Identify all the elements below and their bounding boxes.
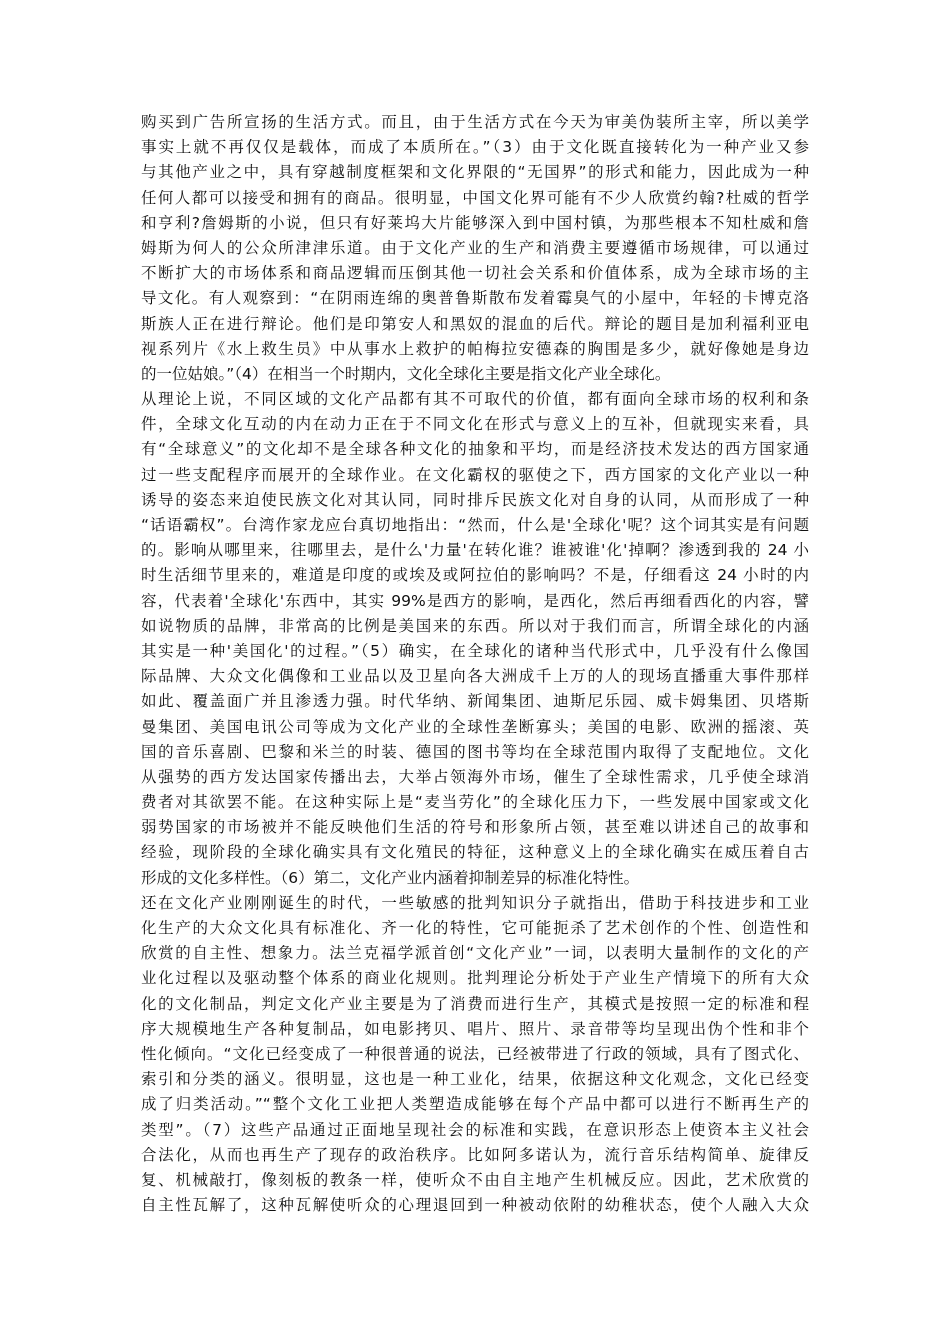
text-line: 与其他产业之中，具有穿越制度框架和文化界限的“无国界”的形式和能力，因此成为一种 [141,163,809,182]
text-line: 件，全球文化互动的内在动力正在于不同文化在形式与意义上的互补，但就现实来看，具 [141,415,809,434]
text-line: 如说物质的品牌，非常高的比例是美国来的东西。所以对于我们而言，所谓全球化的内涵 [141,616,809,635]
text-line: 费者对其欲罢不能。在这种实际上是“麦当劳化”的全球化压力下，一些发展中国家或文化 [141,793,809,812]
text-line: 和亨利?詹姆斯的小说，但只有好莱坞大片能够深入到中国村镇，为那些根本不知杜威和詹 [141,213,809,232]
text-line: 诱导的姿态来迫使民族文化对其认同，同时排斥民族文化对自身的认同，从而形成了一种 [141,490,809,509]
text-line: 过一些支配程序而展开的全球作业。在文化霸权的驱使之下，西方国家的文化产业以一种 [141,465,809,484]
text-line: 合法化，从而也再生产了现存的政治秩序。比如阿多诺认为，流行音乐结构简单、旋律反 [141,1145,809,1164]
text-line: 国的音乐喜剧、巴黎和米兰的时装、德国的图书等均在全球范围内取得了支配地位。文化 [141,742,809,761]
text-line: “话语霸权”。台湾作家龙应台真切地指出：“然而，什么是'全球化'呢？这个词其实是有问题 [141,516,809,534]
text-line: 不断扩大的市场体系和商品逻辑而压倒其他一切社会关系和价值体系，成为全球市场的主 [141,264,809,283]
text-line: 如此、覆盖面广并且渗透力强。时代华纳、新闻集团、迪斯尼乐园、威卡姆集团、贝塔斯 [141,692,809,711]
text-line: 类型”。（7）这些产品通过正面地呈现社会的标准和实践，在意识形态上使资本主义社会 [141,1120,809,1139]
text-line: 从强势的西方发达国家传播出去，大举占领海外市场，催生了全球性需求，几乎使全球消 [141,767,809,786]
text-line: 视系列片《水上救生员》中从事水上救护的帕梅拉安德森的胸围是多少，就好像她是身边 [141,339,809,358]
text-line: 购买到广告所宣扬的生活方式。而且，由于生活方式在今天为审美伪装所主宰，所以美学 [141,113,809,131]
text-line: 事实上就不再仅仅是载体，而成了本质所在。”（3）由于文化既直接转化为一种产业又参 [141,138,809,157]
text-line: 业化过程以及驱动整个体系的商业化规则。批判理论分析处于产业生产情境下的所有大众 [141,969,809,988]
text-line: 弱势国家的市场被并不能反映他们生活的符号和形象所占领，甚至难以讲述自己的故事和 [141,818,809,837]
text-line: 容，代表着'全球化'东西中，其实 99%是西方的影响，是西化，然后再细看西化的内容，譬 [141,591,809,610]
text-line: 性化倾向。“文化已经变成了一种很普通的说法，已经被带进了行政的领域，具有了图式化、 [141,1044,809,1063]
text-line: 从理论上说，不同区域的文化产品都有其不可取代的价值，都有面向全球市场的权利和条 [141,390,809,409]
text-line: 任何人都可以接受和拥有的商品。很明显，中国文化界可能有不少人欣赏约翰?杜威的哲学 [141,188,809,207]
text-line: 有“全球意义”的文化却不是全球各种文化的抽象和平均，而是经济技术发达的西方国家通 [141,440,809,459]
document-body [141,110,809,1218]
text-line: 的一位姑娘。”（4）在相当一个时期内，文化全球化主要是指文化产业全球化。 [141,364,671,383]
text-line: 化的文化制品，判定文化产业主要是为了消费而进行生产，其模式是按照一定的标准和程 [141,994,809,1013]
text-line: 自主性瓦解了，这种瓦解使听众的心理退回到一种被动依附的幼稚状态，使个人融入大众 [141,1196,809,1215]
text-line: 成了归类活动。”“整个文化工业把人类塑造成能够在每个产品中都可以进行不断再生产的 [141,1095,809,1114]
text-line: 斯族人正在进行辩论。他们是印第安人和黑奴的混血的后代。辩论的题目是加利福利亚电 [141,314,809,333]
text-line: 索引和分类的涵义。很明显，这也是一种工业化，结果，依据这种文化观念，文化已经变 [141,1070,809,1089]
text-line: 欣赏的自主性、想象力。法兰克福学派首创“文化产业”一词，以表明大量制作的文化的产 [141,944,809,963]
text-line: 时生活细节里来的，难道是印度的或埃及或阿拉伯的影响吗？不是，仔细看这 24 小时的内 [141,566,809,585]
text-line: 际品牌、大众文化偶像和工业品以及卫星向各大洲成千上万的人的现场直播重大事件那样 [141,667,809,686]
text-line: 其实是一种'美国化'的过程。”（5）确实，在全球化的诸种当代形式中，几乎没有什么像国 [141,641,809,660]
text-line: 的。影响从哪里来，往哪里去，是什么'力量'在转化谁？谁被谁'化'掉啊？渗透到我的 24 小 [141,541,809,560]
text-line: 姆斯为何人的公众所津津乐道。由于文化产业的生产和消费主要遵循市场规律，可以通过 [141,238,809,257]
text-line: 曼集团、美国电讯公司等成为文化产业的全球性垄断寡头；美国的电影、欧洲的摇滚、英 [141,717,809,736]
text-line: 复、机械敲打，像刻板的教条一样，使听众不由自主地产生机械反应。因此，艺术欣赏的 [141,1170,809,1189]
text-line: 化生产的大众文化具有标准化、齐一化的特性，它可能扼杀了艺术创作的个性、创造性和 [141,919,809,937]
text-line: 序大规模地生产各种复制品，如电影拷贝、唱片、照片、录音带等均呈现出伪个性和非个 [141,1019,809,1038]
text-line: 还在文化产业刚刚诞生的时代，一些敏感的批判知识分子就指出，借助于科技进步和工业 [141,893,809,912]
text-line: 形成的文化多样性。（6）第二，文化产业内涵着抑制差异的标准化特性。 [141,868,640,887]
text-line: 经验，现阶段的全球化确实具有文化殖民的特征，这种意义上的全球化确实在威压着自古 [141,843,809,862]
text-line: 导文化。有人观察到：“在阴雨连绵的奥普鲁斯散布发着霉臭气的小屋中，年轻的卡博克洛 [141,289,809,308]
